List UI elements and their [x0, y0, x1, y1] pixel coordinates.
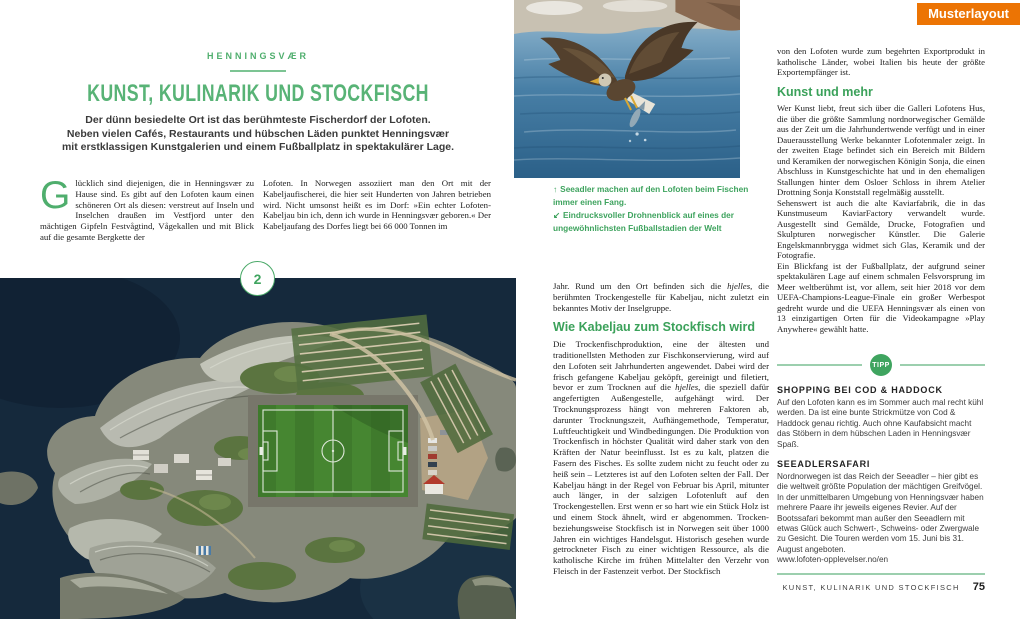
safari-url-link[interactable]: www.lofoten-opplevelser.no/en: [777, 555, 889, 565]
shopping-heading: SHOPPING BEI COD & HADDOCK: [777, 385, 943, 395]
section-heading-stockfisch: Wie Kabeljau zum Stockfisch wird: [553, 320, 756, 335]
intro-column-2: [263, 178, 491, 232]
running-title: KUNST, KULINARIK UND STOCKFISCH: [782, 583, 960, 592]
kicker-rule: [230, 70, 286, 72]
photo-reference-marker: 2: [240, 261, 275, 296]
eagle-photo-art: [514, 0, 740, 178]
safari-heading: SEEADLERSAFARI: [777, 459, 871, 470]
standfirst: [48, 114, 468, 155]
kicker: HENNINGSVÆR: [206, 51, 309, 61]
caption-eagle: Seeadler machen auf den Lofoten beim Fischen immer einen Fang.: [553, 184, 749, 207]
tip-badge: TIPP: [870, 354, 892, 376]
stadium-photo: [0, 278, 516, 619]
arrow-up-icon: ↑: [553, 184, 558, 194]
tip-sidebar: [777, 354, 985, 575]
tip-rule-right: [900, 364, 985, 366]
right-column: [777, 46, 985, 334]
standfirst-line: Der dünn besiedelte Ort ist das berühmteste Fischerdorf der Lofoten.: [85, 114, 431, 126]
standfirst-line: mit erstklassigen Kunstgalerien und einem Fußballplatz in spektakulärer Lage.: [61, 141, 455, 153]
middle-paragraph-2: Die Trockenfischproduktion, eine der ältesten und traditionellsten Methoden zur Fischkonservierung, wird auf den Lofoten seit Jahrhunderten angewendet. Dabei wird der frisch gefangene Kabeljau geköpft, gereinigt und filetiert, bevor er zum Trocknen auf die hjelles, die speziell dafür angefertigten Außengestelle, aufgehängt wird. Der Trocknungsprozess hängt von mehreren Faktoren ab, darunter Trocknungszeit, Aufhängemethode, Temperatur, Luftfeuchtigkeit und Windbedingungen. Die Produktion von Trockenfisch in höchster Qualität wird daher stark von den Kräften der Natur beeinflusst. Ist es zu kalt, platzen die Fasern des Fisches. Es sollte zudem nicht zu feucht oder zu heiß sein – Letzteres ist auf den Lofoten selten der Fall. Der Kabeljau hängt in der Regel von Februar bis April, mitunter auch länger, in der salzigen Lofotenluft auf den Trockengestellen. Erst wenn er so hart wie ein Stück Holz ist und einem Stock ähnelt, wird er abgenommen. Trocken- beziehungsweise Stockfisch ist in Norwegen seit über 1000 Jahren ein wichtiges Handelsgut. Historisch gesehen wurde getrockneter Fisch zu einer wichtigen Ressource, als die katholische Kirche im frühen Mittelalter den Verzehr von Fleisch in der Fastenzeit verbot. Der Stockfisch: [553, 339, 769, 576]
intro-text-2: Lofoten. In Norwegen assoziiert man den Ort mit der Kabeljaufischerei, die hier seit Hunderten von Jahren betrieben wird. Nicht umsonst heißt es im Dorf: »Ein echter Lofoten-Kabeljau bin ich, denn ich wurde in Henningsvær geboren.« Der Kabeljaufang des Dorfes liegt bei 66 000 Tonnen im: [263, 178, 491, 232]
right-paragraph-1: von den Lofoten wurde zum begehrten Exportprodukt in katholische Länder, wobei Italien bis heute der größte Exportempfänger ist.: [777, 46, 985, 77]
photo-caption: [553, 183, 751, 235]
sidebar-bottom-rule: [777, 573, 985, 575]
page-footer: [782, 581, 985, 593]
boathouse: [196, 546, 211, 555]
standfirst-line: Neben vielen Cafés, Restaurants und hübschen Läden punktet Henningsvær: [66, 127, 450, 140]
stadium-photo-art: [0, 278, 516, 619]
shopping-text: Auf den Lofoten kann es im Sommer auch mal recht kühl werden. Da ist eine bunte Strickmütze von Cod & Haddock genau richtig. Auch ohne Kaufabsicht macht das Stöbern in dem hübschen Laden in Henningsvær Spaß.: [777, 398, 984, 449]
muster-badge: Musterlayout: [917, 3, 1020, 25]
page-title: KUNST, KULINARIK UND STOCKFISCH: [87, 80, 429, 107]
right-paragraph-4: Ein Blickfang ist der Fußballplatz, der aufgrund seiner spektakulären Lage auf einem schmalen Felsvorsprung im Meer weltberühmt ist, vor allem, seit hier 2018 vor dem UEFA-Champions-League-Finale ein großer Werbespot gedreht wurde und die UEFA Henningsvær als einen von 13 einzigartigen Orten für die Videokampagne »Play Anywhere« gewählt hatte.: [777, 260, 985, 334]
drop-cap: G: [40, 174, 71, 217]
football-pitch: [248, 395, 418, 507]
section-heading-kunst: Kunst und mehr: [777, 84, 873, 99]
right-paragraph-2: Wer Kunst liebt, freut sich über die Galleri Lofotens Hus, die über die größte Sammlung nordnorwegischer Gemälde aus der Zeit um die Jahrhundertwende verfügt und in einer Dauerausstellung Werke bekannter Lofotenmaler zeigt. In der zweiten Etage befindet sich ein Bereich mit Bildern und Keramiken der norwegischen Königin Sonja, die einen Abschluss in Kunstgeschichte hat und in den ehemaligen Stallungen hinter dem Osloer Schloss in ihrem Atelier Drottning Sonja Konststall regelmäßig ausstellt.: [777, 103, 985, 197]
arrow-down-left-icon: ↙: [553, 210, 560, 221]
safari-text: Nordnorwegen ist das Reich der Seeadler – hier gibt es die weltweit größte Population der mächtigen Greifvögel. In der unmittelbaren Umgebung von Henningsvær haben mehrere Paare ihr jeweils eigenes Revier. Auf der Bootssafari bekommt man außer den Seeadlern mit etwas Glück auch Schwert-, Schweins- oder Zwergwale zu Gesicht. Die Touren werden vom 15. Juni bis 31. August angeboten.: [777, 472, 984, 554]
tip-rule-left: [777, 364, 862, 366]
eagle-photo: [514, 0, 740, 178]
middle-column: [553, 281, 769, 577]
caption-stadium: Eindrucksvoller Drohnenblick auf eines der ungewöhnlichsten Fußballstadien der Welt: [553, 210, 735, 233]
intro-column-1: [40, 174, 254, 243]
middle-paragraph-1: Jahr. Rund um den Ort befinden sich die hjelles, die berühmten Trockengestelle für Kabeljau, nicht zuletzt ein bekanntes Motiv der Inselgruppe.: [553, 281, 769, 313]
intro-text-1: lücklich sind diejenigen, die in Henningsvær zu Hause sind. Es gibt auf den Lofoten kaum einen schöneren Ort als diesen: verstreut auf Inseln und Inselchen draußen im Vestfjord unter den mächtigen Gipfeln Festvågtind, Vågekallen und mit Blick auf die gesamte Bergkette der: [40, 178, 254, 242]
tip-rule-row: [777, 354, 985, 376]
right-paragraph-3: Sehenswert ist auch die alte Kaviarfabrik, die in das Kunstmuseum KaviarFactory verwandelt wurde. Ausgestellt sind Gemälde, Drucke, Fotografien und Skulpturen norwegischer Künstler. Die Galerie Engelskmannbrygga widmet sich Glas, Keramik und der Fotografie.: [777, 197, 985, 260]
page-number: 75: [972, 581, 985, 593]
